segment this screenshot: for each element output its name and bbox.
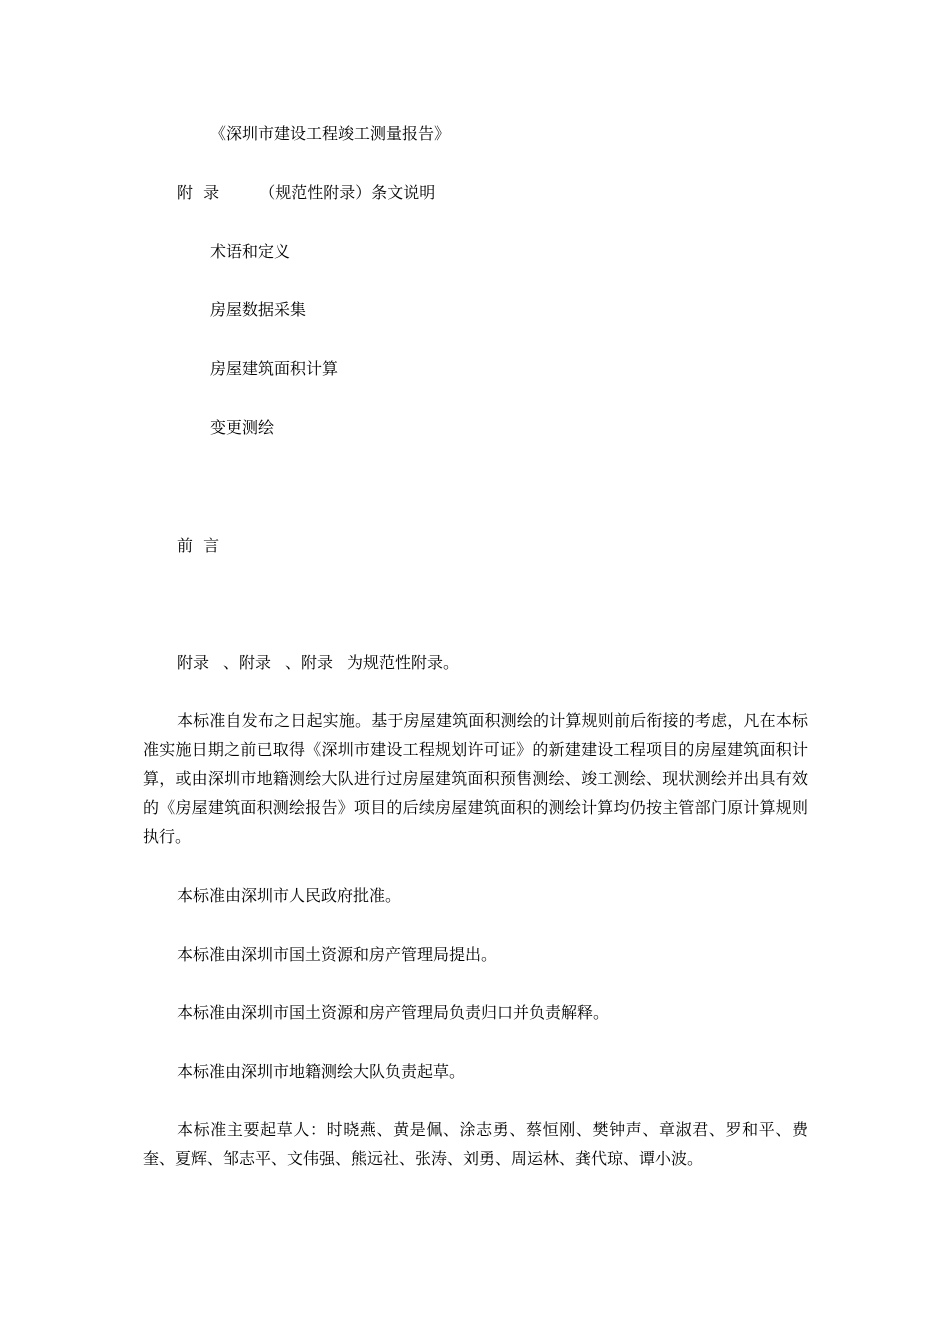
- appendix-note-b: 、附录: [223, 653, 272, 672]
- appendix-note-c: 、附录: [285, 653, 334, 672]
- toc-sub-item: 变更测绘: [210, 418, 275, 437]
- toc-sub-item: 房屋数据采集: [210, 300, 307, 319]
- appendix-note: [177, 653, 459, 673]
- toc-appendix-prefix: 附 录: [177, 183, 220, 202]
- toc-sub-item: 房屋建筑面积计算: [210, 359, 339, 378]
- implementation-paragraph: 本标准自发布之日起实施。基于房屋建筑面积测绘的计算规则前后衔接的考虑，凡在本标准实施日期之前已取得《深圳市建设工程规划许可证》的新建建设工程项目的房屋建筑面积计算，或由深圳市地籍测绘大队进行过房屋建筑面积预售测绘、竣工测绘、现状测绘并出具有效的《房屋建筑面积测绘报告》项目的后续房屋建筑面积的测绘计算均仍按主管部门原计算规则执行。: [143, 711, 808, 846]
- foreword-heading: 前 言: [177, 536, 220, 555]
- toc-report-item: 《深圳市建设工程竣工测量报告》: [210, 124, 451, 143]
- approval-paragraph: 本标准由深圳市人民政府批准。: [177, 886, 402, 905]
- proposer-paragraph: 本标准由深圳市国土资源和房产管理局提出。: [177, 945, 498, 964]
- toc-sub-item: 术语和定义: [210, 242, 291, 261]
- toc-appendix-text: （规范性附录）条文说明: [259, 183, 436, 202]
- drafters-paragraph: 本标准主要起草人：时晓燕、黄是佩、涂志勇、蔡恒刚、樊钟声、章淑君、罗和平、费奎、夏辉、邹志平、文伟强、熊远社、张涛、刘勇、周运林、龚代琼、谭小波。: [143, 1120, 808, 1168]
- interpretation-paragraph: 本标准由深圳市国土资源和房产管理局负责归口并负责解释。: [177, 1003, 610, 1022]
- appendix-note-tail: 为规范性附录。: [347, 653, 460, 672]
- toc-appendix-entry: [177, 183, 435, 203]
- appendix-note-a: 附录: [177, 653, 210, 672]
- drafting-unit-paragraph: 本标准由深圳市地籍测绘大队负责起草。: [177, 1062, 466, 1081]
